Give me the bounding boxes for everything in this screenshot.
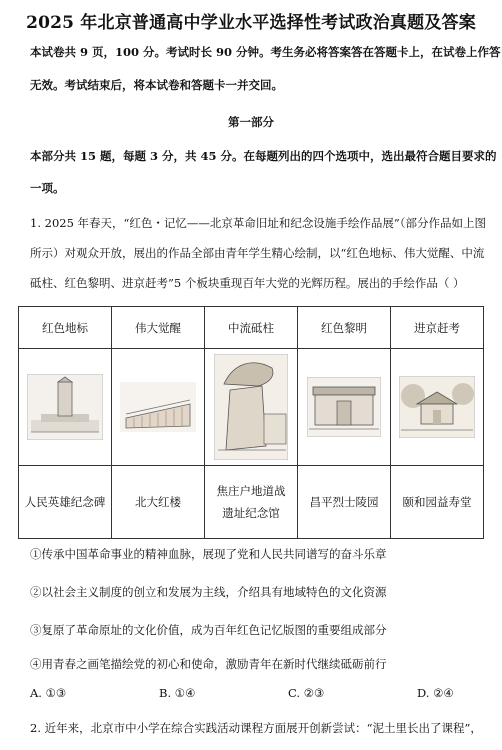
page-title: 2025 年北京普通高中学业水平选择性考试政治真题及答案 xyxy=(26,13,476,33)
name-cell: 颐和园益寿堂 xyxy=(391,466,484,539)
q1-line-1: 1. 2025 年春天，“红色・记忆——北京革命旧址和纪念设施手绘作品展”（部分作品如上图 xyxy=(30,216,487,230)
option-a: A. ①③ xyxy=(30,686,67,700)
cemetery-gate-sketch-icon xyxy=(307,377,381,437)
name-cell: 北大红楼 xyxy=(112,466,205,539)
q1-statement-4: ④用青春之画笔描绘党的初心和使命，激励青年在新时代继续砥砺前行 xyxy=(30,657,387,671)
red-building-sketch-icon xyxy=(120,382,196,432)
tunnel-memorial-sketch-icon xyxy=(214,354,288,460)
header-cell: 中流砥柱 xyxy=(205,307,298,349)
table-row xyxy=(19,349,484,466)
part-intro-line-2: 一项。 xyxy=(30,181,65,195)
name-cell-line: 焦庄户地道战 xyxy=(216,484,286,498)
q1-statement-3: ③复原了革命原址的文化价值，成为百年红色记忆版图的重要组成部分 xyxy=(30,623,387,637)
header-cell: 红色地标 xyxy=(19,307,112,349)
part-intro-line-1: 本部分共 15 题，每题 3 分，共 45 分。在每题列出的四个选项中，选出最符合题目要求的 xyxy=(30,149,497,163)
header-cell: 进京赶考 xyxy=(391,307,484,349)
header-cell: 红色黎明 xyxy=(298,307,391,349)
works-table xyxy=(18,306,484,539)
option-d: D. ②④ xyxy=(417,686,454,700)
image-cell xyxy=(205,349,298,466)
table-row xyxy=(19,466,484,539)
part-title: 第一部分 xyxy=(228,115,274,129)
monument-sketch-icon xyxy=(27,374,103,440)
notice-line-2: 无效。考试结束后，将本试卷和答题卡一并交回。 xyxy=(30,78,283,92)
notice-line-1: 本试卷共 9 页，100 分。考试时长 90 分钟。考生务必将答案答在答题卡上，在试卷上作答 xyxy=(30,45,501,59)
q1-statement-2: ②以社会主义制度的创立和发展为主线，介绍具有地域特色的文化资源 xyxy=(30,585,387,599)
image-cell xyxy=(391,349,484,466)
table-row xyxy=(19,307,484,349)
image-cell xyxy=(112,349,205,466)
name-cell xyxy=(205,466,298,539)
name-cell: 昌平烈士陵园 xyxy=(298,466,391,539)
q1-statement-1: ①传承中国革命事业的精神血脉，展现了党和人民共同谱写的奋斗乐章 xyxy=(30,547,387,561)
name-cell-line: 遗址纪念馆 xyxy=(222,506,280,520)
header-cell: 伟大觉醒 xyxy=(112,307,205,349)
name-cell: 人民英雄纪念碑 xyxy=(19,466,112,539)
q1-line-3: 砥柱、红色黎明、进京赶考”5 个板块重现百年大党的光辉历程。展出的手绘作品（ ） xyxy=(30,276,465,290)
garden-hall-sketch-icon xyxy=(399,376,475,438)
q2-line-1: 2. 近年来，北京市中小学在综合实践活动课程方面展开创新尝试：“泥土里长出了课程”， xyxy=(30,721,482,735)
image-cell xyxy=(298,349,391,466)
option-c: C. ②③ xyxy=(288,686,325,700)
image-cell xyxy=(19,349,112,466)
option-b: B. ①④ xyxy=(159,686,196,700)
q1-line-2: 所示）对观众开放，展出的作品全部由青年学生精心绘制，以“红色地标、伟大觉醒、中流 xyxy=(30,246,485,260)
